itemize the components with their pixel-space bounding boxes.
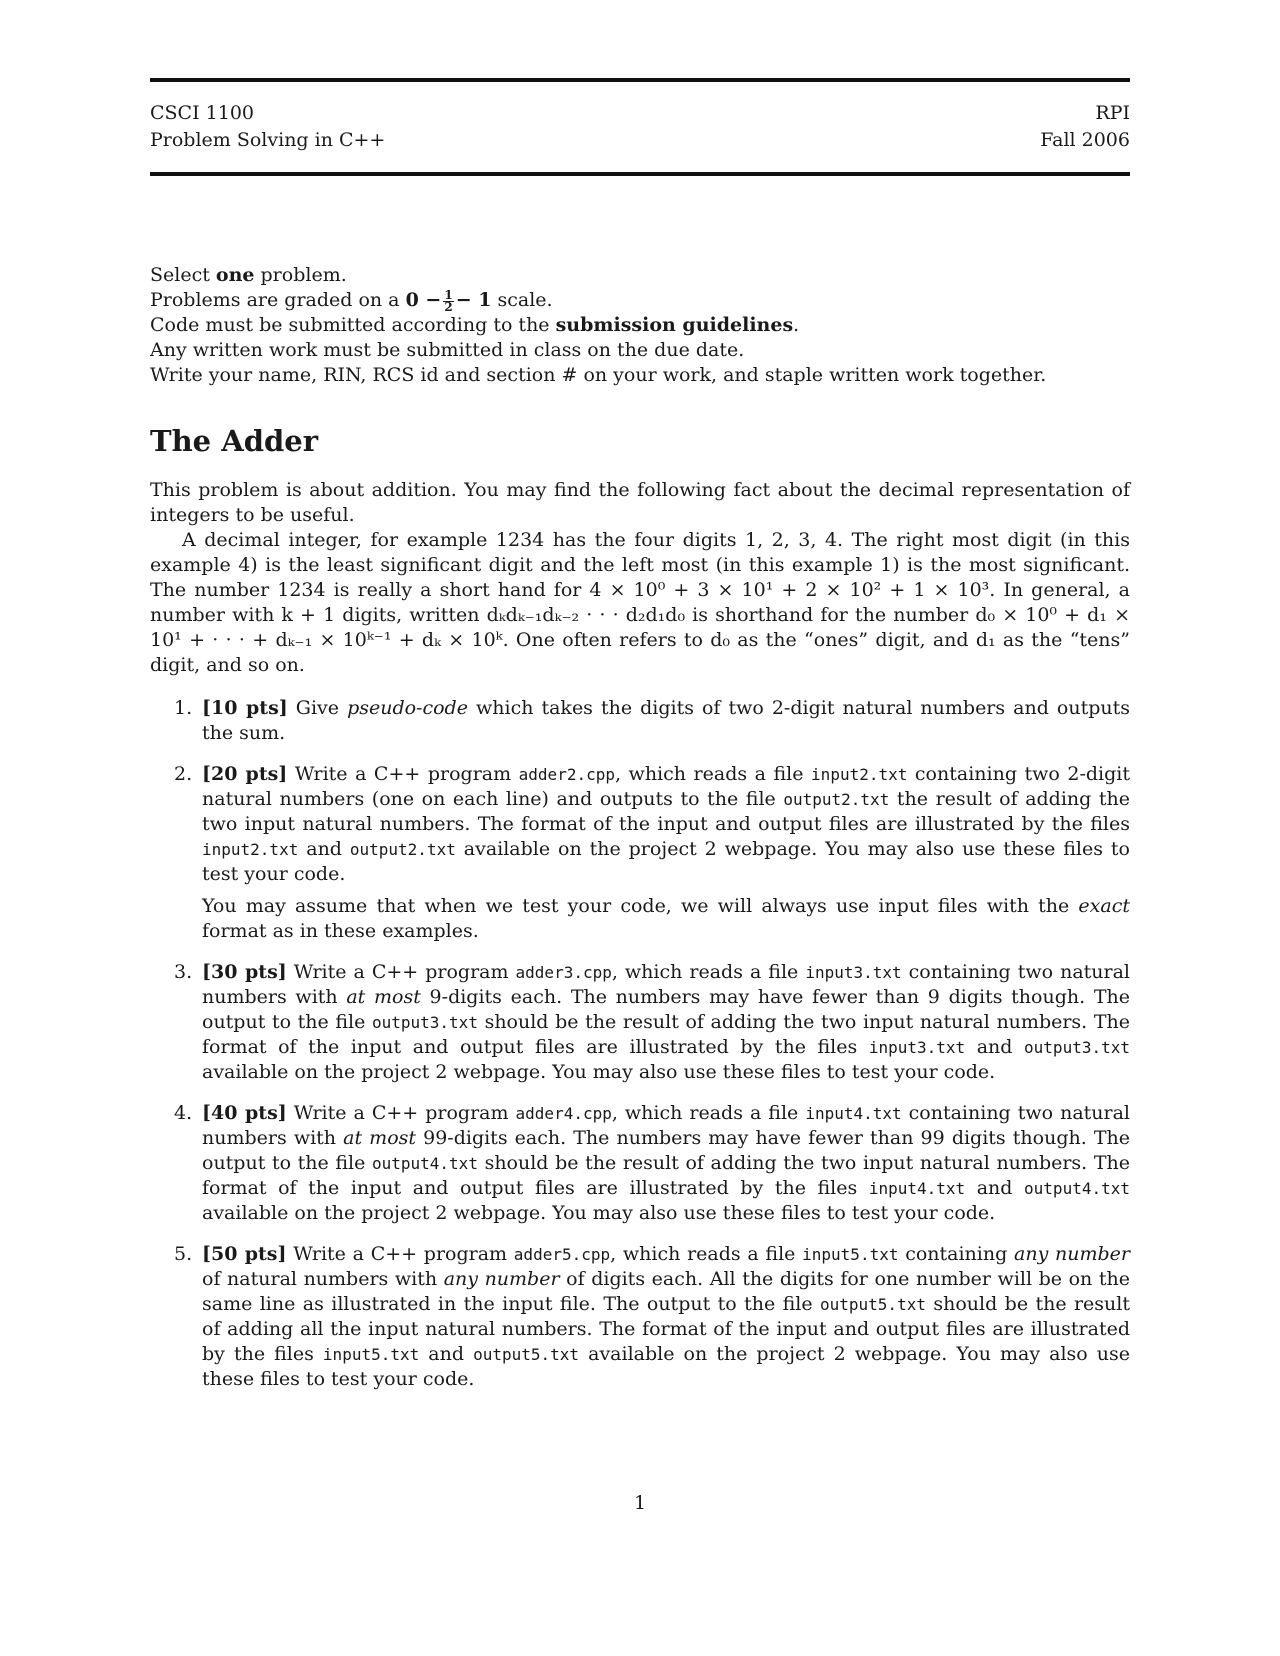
instruction-submission xyxy=(150,313,1130,338)
problem-item xyxy=(150,762,1130,944)
section-title: The Adder xyxy=(150,424,318,458)
fraction-half xyxy=(443,287,453,314)
italic-text: any number xyxy=(1014,1243,1131,1265)
text: available on the project 2 webpage. You may also use these files to test your code. xyxy=(202,1202,996,1224)
text: and xyxy=(298,838,350,860)
page-number: 1 xyxy=(633,1492,647,1514)
problem-list xyxy=(150,696,1130,1392)
filename: input3.txt xyxy=(868,1038,966,1057)
text: containing two natural numbers with xyxy=(202,961,1131,1008)
filename: adder3.cpp xyxy=(515,963,612,982)
filename: input4.txt xyxy=(868,1179,966,1198)
text: scale. xyxy=(491,289,553,311)
problem-item xyxy=(150,1242,1130,1392)
filename: input2.txt xyxy=(811,765,908,784)
text: of natural numbers with xyxy=(202,1268,444,1290)
text: which takes the digits of two 2-digit natural numbers and outputs the sum. xyxy=(202,697,1131,744)
text: Write a C++ program xyxy=(286,961,516,983)
instruction-written-work: Any written work must be submitted in class on the due date. xyxy=(150,339,745,361)
text: should be the result of adding the two input natural numbers. The format of the input and output files are illustrated by the files xyxy=(202,1011,1130,1058)
text: and xyxy=(419,1343,474,1365)
text: containing two natural numbers with xyxy=(202,1102,1131,1149)
scale-zero: 0 − xyxy=(405,289,442,311)
italic-text: pseudo-code xyxy=(347,697,468,719)
filename: output2.txt xyxy=(783,790,890,809)
text: available on the project 2 webpage. You may also use these files to test your code. xyxy=(202,838,1130,885)
fraction-numerator: 1 xyxy=(444,287,453,302)
italic-text: exact xyxy=(1078,895,1130,917)
text: , which reads a file xyxy=(614,763,812,785)
text: available on the project 2 webpage. You may also use these files to test your code. xyxy=(202,1343,1130,1390)
points: [30 pts] xyxy=(202,961,287,983)
text: problem. xyxy=(254,264,347,286)
text: Code must be submitted according to the xyxy=(150,314,556,336)
course-code: CSCI 1100 xyxy=(150,102,254,124)
points: [10 pts] xyxy=(202,697,288,719)
filename: input2.txt xyxy=(202,840,299,859)
points: [20 pts] xyxy=(202,763,288,785)
text: Write a C++ program xyxy=(286,1243,514,1265)
text: Give xyxy=(287,697,348,719)
problem-note xyxy=(202,894,1130,944)
problem-text xyxy=(202,762,1130,887)
problem-number: 3. xyxy=(174,961,193,983)
problem-number: 1. xyxy=(174,697,193,719)
text: , which reads a file xyxy=(611,961,806,983)
paragraph-decimal: A decimal integer, for example 1234 has the four digits 1, 2, 3, 4. The right most digit (in this example 4) is the least significant digit and the left most (in this example 1) is the most significant. The number 1234 is really a short hand for 4 × 10⁰ + 3 × 10¹ + 2 × 10² + 1 × 10³. In general, a number with k + 1 digits, written dₖdₖ₋₁dₖ₋₂ · · · d₂d₁d₀ is shorthand for the number d₀ × 10⁰ + d₁ × 10¹ + · · · + dₖ₋₁ × 10ᵏ⁻¹ + dₖ × 10ᵏ. One often refers to d₀ as the “ones” digit, and d₁ as the “tens” digit, and so on. xyxy=(150,529,1130,676)
instructions xyxy=(150,263,1130,388)
document-page xyxy=(150,0,1130,1656)
filename: output5.txt xyxy=(473,1345,580,1364)
filename: input5.txt xyxy=(322,1345,420,1364)
filename: adder2.cpp xyxy=(518,765,615,784)
problem-number: 5. xyxy=(174,1243,193,1265)
text: of digits each. All the digits for one number will be on the same line as illustrated in the input file. The output to the file xyxy=(202,1268,1130,1315)
text: , which reads a file xyxy=(610,1243,803,1265)
filename: output4.txt xyxy=(371,1154,478,1173)
section-body xyxy=(150,478,1130,1408)
problem-item xyxy=(150,696,1130,746)
instruction-name: Write your name, RIN, RCS id and section # on your work, and staple written work together. xyxy=(150,364,1047,386)
bold-text: one xyxy=(215,264,255,286)
text: 99-digits each. The numbers may have fewer than 99 digits though. The output to the file xyxy=(202,1127,1130,1174)
points: [40 pts] xyxy=(202,1102,287,1124)
text: should be the result of adding the two input natural numbers. The format of the input and output files are illustrated by the files xyxy=(202,1152,1130,1199)
italic-text: any number xyxy=(443,1268,560,1290)
filename: output2.txt xyxy=(349,840,456,859)
text: format as in these examples. xyxy=(202,920,479,942)
text: . xyxy=(793,314,800,336)
filename: adder4.cpp xyxy=(515,1104,612,1123)
filename: output3.txt xyxy=(1024,1038,1130,1057)
filename: output5.txt xyxy=(820,1295,926,1314)
italic-text: at most xyxy=(346,986,421,1008)
filename: output3.txt xyxy=(371,1013,478,1032)
problem-item xyxy=(150,1101,1130,1226)
text: , which reads a file xyxy=(611,1102,806,1124)
problem-number: 4. xyxy=(174,1102,193,1124)
paragraph-intro: This problem is about addition. You may find the following fact about the decimal representation of integers to be useful. xyxy=(150,479,1130,526)
text: You may assume that when we test your code, we will always use input files with the xyxy=(202,895,1079,917)
term: Fall 2006 xyxy=(1040,129,1130,151)
text: Write a C++ program xyxy=(287,763,519,785)
text: and xyxy=(965,1177,1025,1199)
header-left xyxy=(150,100,385,154)
italic-text: at most xyxy=(343,1127,417,1149)
text: containing xyxy=(898,1243,1014,1265)
text: available on the project 2 webpage. You may also use these files to test your code. xyxy=(202,1061,996,1083)
bold-text: submission guidelines xyxy=(555,314,794,336)
text: Select xyxy=(150,264,216,286)
school-name: RPI xyxy=(1095,102,1130,124)
text: Write a C++ program xyxy=(286,1102,516,1124)
filename: input3.txt xyxy=(805,963,902,982)
text: 9-digits each. The numbers may have fewer than 9 digits though. The output to the file xyxy=(202,986,1130,1033)
filename: input5.txt xyxy=(802,1245,899,1264)
header-bottom-rule xyxy=(150,172,1130,176)
top-rule xyxy=(150,78,1130,82)
problem-number: 2. xyxy=(174,763,193,785)
text: the result of adding the two input natural numbers. The format of the input and output files are illustrated by the files xyxy=(202,788,1130,835)
text: Problems are graded on a xyxy=(150,289,406,311)
scale-one: − 1 xyxy=(455,289,492,311)
text: containing two 2-digit natural numbers (one on each line) and outputs to the file xyxy=(202,763,1131,810)
instruction-grading xyxy=(150,288,1130,313)
fraction-denominator: 2 xyxy=(444,299,453,314)
course-title: Problem Solving in C++ xyxy=(150,129,386,151)
filename: input4.txt xyxy=(805,1104,902,1123)
problem-item xyxy=(150,960,1130,1085)
text: and xyxy=(965,1036,1025,1058)
instruction-select xyxy=(150,263,1130,288)
filename: adder5.cpp xyxy=(513,1245,611,1264)
text: should be the result of adding all the input natural numbers. The format of the input and output files are illustrated by the files xyxy=(202,1293,1131,1365)
points: [50 pts] xyxy=(202,1243,287,1265)
header-right xyxy=(1040,100,1130,154)
filename: output4.txt xyxy=(1024,1179,1130,1198)
